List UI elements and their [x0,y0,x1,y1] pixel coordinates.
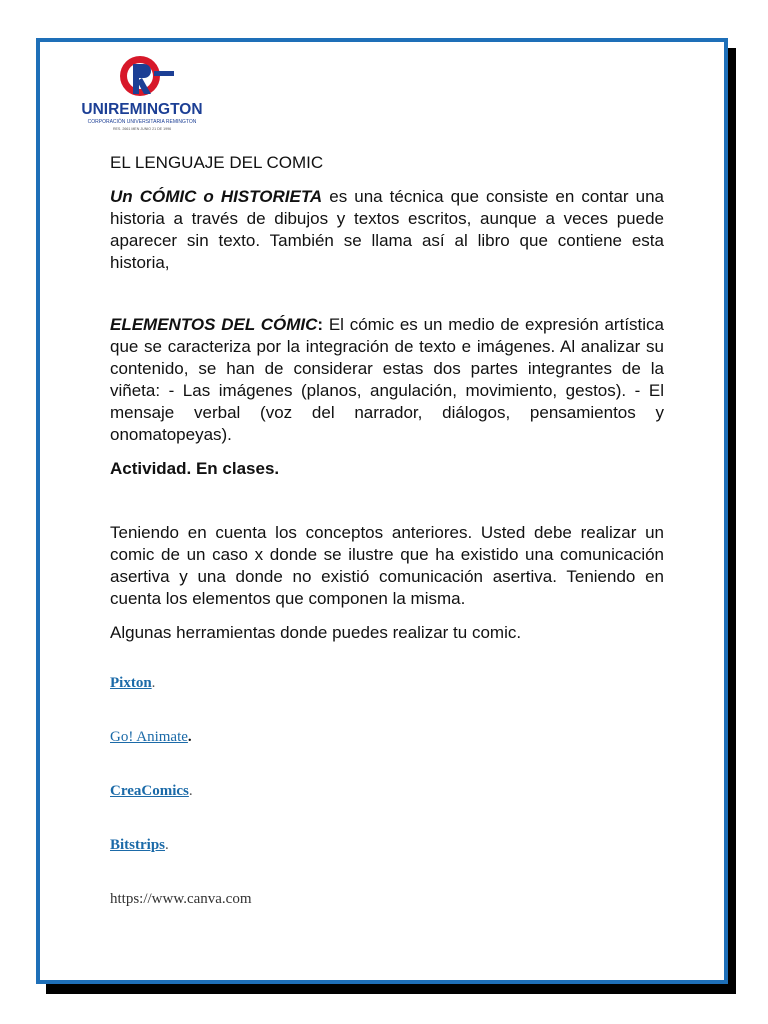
comic-definition-lead: Un CÓMIC o HISTORIETA [110,187,323,206]
pixton-link[interactable]: Pixton [110,675,152,691]
comic-definition-paragraph [110,186,664,274]
canva-url-text: https://www.canva.com [110,891,252,907]
logo-emblem [120,56,174,96]
logo-brand-text: UNIREMINGTON [81,101,203,118]
tools-intro: Algunas herramientas donde puedes realizar tu comic. [110,623,522,642]
tools-link-list [110,672,664,910]
activity-instructions: Teniendo en cuenta los conceptos anteriores. Usted debe realizar un comic de un caso x donde se ilustre que ha existido una comunicación asertiva y una donde no existió comunicación asertiva. Teniendo en cuenta los elementos que componen la misma. [110,523,664,608]
logo-subtitle-text: CORPORACIÓN UNIVERSITARIA REMINGTON [87,119,197,125]
link-suffix: . [187,729,192,745]
activity-heading: Actividad. En clases. [110,459,280,478]
link-suffix: . [188,783,193,799]
comic-elements-text: El cómic es un medio de expresión artística que se caracteriza por la integración de texto e imágenes. Al analizar su contenido, se han de considerar estas dos partes integrantes de la viñeta: - Las imágenes (planos, angulación, movimiento, gestos). - El mensaje verbal (voz del narrador, diálogos, pensamientos y onomatopeyas). [110,315,664,444]
go-animate-link[interactable]: Go! Animate [110,729,188,745]
tool-link-item [110,672,664,726]
link-suffix: . [151,675,156,691]
comic-definition-text: es una técnica que consiste en contar una historia a través de dibujos y textos escritos, aunque a veces puede aparecer sin texto. También se llama así al libro que contiene esta historia, [110,187,664,272]
link-suffix: . [165,837,169,853]
tool-link-item [110,834,664,888]
creacomics-link[interactable]: CreaComics [110,783,189,799]
bitstrips-link[interactable]: Bitstrips [110,837,166,853]
tool-link-item [110,780,664,834]
comic-elements-lead: ELEMENTOS DEL CÓMIC [110,315,318,334]
document-title: EL LENGUAJE DEL COMIC [110,153,324,172]
document-body [110,152,664,910]
tool-link-item [110,726,664,780]
logo-fine-print: RES. 2661 MEN JUNIO 21 DE 1996 [112,127,172,131]
comic-elements-colon: : [317,315,324,334]
uniremington-logo [72,52,212,137]
comic-elements-paragraph [110,314,664,446]
page-frame [36,38,728,984]
